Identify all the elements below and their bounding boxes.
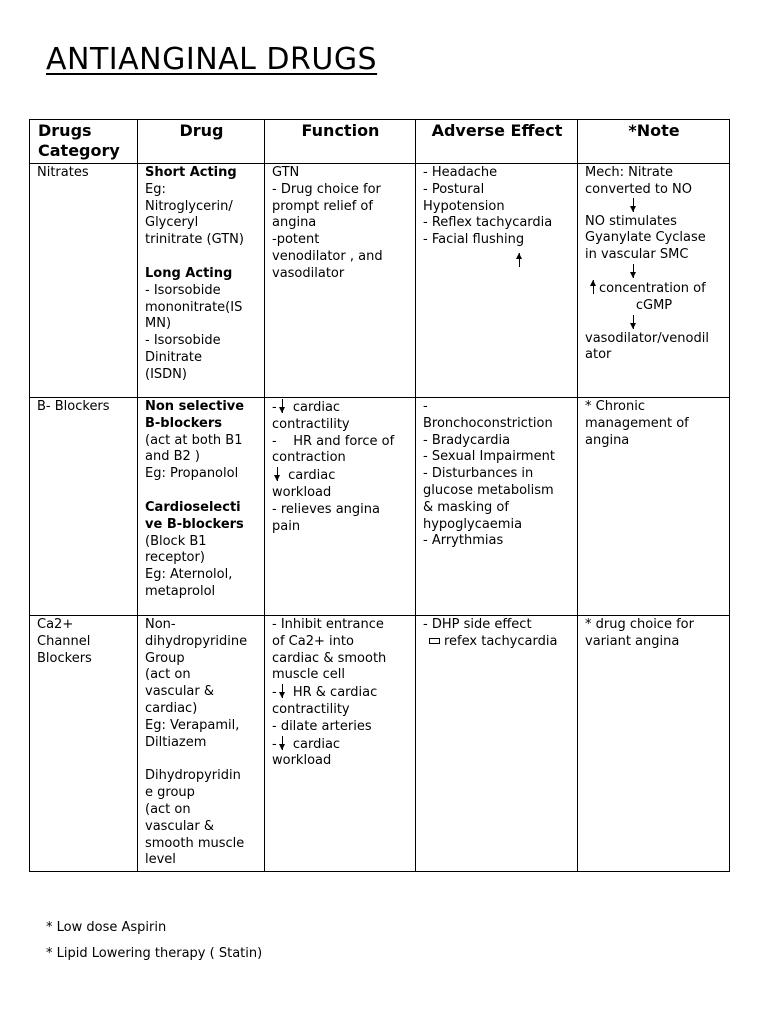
note-line: vasodilator/venodil	[585, 330, 709, 346]
drug-subheading: ve B-blockers	[145, 516, 244, 532]
drug-subheading: Long Acting	[145, 265, 233, 281]
cell-function: - cardiac contractility - HR and force of contraction cardiac workload - relieves angina pain	[265, 398, 416, 616]
header-drug: Drug	[138, 120, 265, 164]
drug-subheading: Short Acting	[145, 165, 237, 180]
equivalent-icon	[429, 638, 440, 644]
drug-line: - Isorsobide	[145, 282, 221, 298]
function-line: - Inhibit entrance	[272, 617, 384, 632]
adverse-line: & masking of	[423, 499, 509, 515]
adverse-line: Hypotension	[423, 198, 505, 214]
header-adverse-effect: Adverse Effect	[416, 120, 578, 164]
drug-line: Group	[145, 650, 185, 666]
drug-line: Eg: Propanolol	[145, 466, 239, 482]
note-line: concentration of	[599, 280, 706, 296]
adverse-line: - Postural	[423, 181, 485, 197]
arrow-down-icon	[278, 399, 288, 413]
function-line: pain	[272, 518, 301, 534]
header-note: *Note	[578, 120, 730, 164]
note-line: * Chronic	[585, 399, 645, 414]
function-line: cardiac	[292, 400, 341, 415]
drug-line: e group	[145, 785, 195, 801]
arrow-down-icon	[273, 467, 283, 481]
function-line: -potent	[272, 232, 320, 248]
note-line: Mech: Nitrate	[585, 165, 673, 180]
table-row-calcium-channel-blockers	[30, 616, 730, 872]
cell-drug	[138, 398, 265, 616]
drug-line: (act on	[145, 801, 191, 817]
category-label: Nitrates	[37, 165, 89, 180]
drug-line: Dinitrate	[145, 349, 202, 365]
note-line: management of	[585, 415, 689, 431]
cell-category	[30, 398, 138, 616]
page-title: ANTIANGINAL DRUGS	[46, 42, 378, 77]
arrow-up-icon	[589, 280, 599, 294]
drug-line: (act at both B1	[145, 432, 243, 448]
adverse-line: - Arrythmias	[423, 533, 504, 549]
category-label: Channel	[37, 633, 91, 649]
drug-line: Eg: Aternolol,	[145, 567, 233, 583]
arrow-down-icon	[278, 736, 288, 750]
function-line: muscle cell	[272, 667, 345, 683]
function-line: HR & cardiac	[292, 685, 378, 701]
function-line: cardiac & smooth	[272, 650, 387, 666]
adverse-line: hypoglycaemia	[423, 516, 523, 532]
adverse-line: - Bradycardia	[423, 432, 511, 448]
cell-category	[30, 164, 138, 398]
function-line: vasodilator	[272, 265, 345, 281]
footnote: * Lipid Lowering therapy ( Statin)	[46, 946, 263, 961]
drug-line: metaprolol	[145, 583, 216, 599]
note-line: in vascular SMC	[585, 247, 689, 263]
function-line: cardiac	[292, 736, 341, 752]
drug-line: (ISDN)	[145, 366, 187, 382]
drug-subheading: B-blockers	[145, 415, 222, 431]
drug-line: (act on	[145, 667, 191, 683]
table-row-nitrates	[30, 164, 730, 398]
drug-line: cardiac)	[145, 700, 198, 716]
note-line: angina	[585, 432, 630, 448]
cell-drug	[138, 616, 265, 872]
drug-line: Nitroglycerin/	[145, 198, 233, 214]
drug-subheading: Cardioselecti	[145, 499, 241, 515]
footnotes	[46, 915, 262, 967]
note-line: variant angina	[585, 633, 680, 649]
note-line: converted to NO	[585, 181, 692, 197]
function-line: - dilate arteries	[272, 718, 372, 734]
drug-subheading: Non selective	[145, 399, 245, 414]
arrow-down-icon	[278, 684, 288, 698]
cell-note	[578, 398, 730, 616]
function-line: workload	[272, 753, 332, 769]
drug-line: mononitrate(IS	[145, 299, 243, 315]
antianginal-drugs-table	[29, 119, 730, 872]
drug-line: smooth muscle	[145, 835, 245, 851]
cell-note	[578, 616, 730, 872]
drug-line: and B2 )	[145, 449, 200, 465]
function-line: contractility	[272, 701, 350, 717]
adverse-line: - Reflex tachycardia	[423, 215, 553, 231]
drug-line: Non-	[145, 617, 176, 632]
drug-line: - Isorsobide	[145, 333, 221, 349]
note-line: Gyanylate Cyclase	[585, 230, 706, 246]
adverse-line: glucose metabolism	[423, 482, 554, 498]
arrow-down-icon	[629, 264, 639, 278]
cell-adverse-effect	[416, 398, 578, 616]
note-line: cGMP	[635, 297, 673, 313]
note-line: NO stimulates	[585, 213, 677, 229]
drug-line: receptor)	[145, 550, 205, 566]
adverse-line: refex tachycardia	[444, 633, 558, 649]
drug-line: level	[145, 852, 176, 868]
category-label: Ca2+	[37, 617, 74, 632]
adverse-line: - Headache	[423, 165, 498, 180]
footnote: * Low dose Aspirin	[46, 920, 167, 935]
function-line: contractility	[272, 416, 350, 432]
drug-line: Eg: Verapamil,	[145, 717, 240, 733]
arrow-down-icon	[629, 315, 639, 329]
cell-category	[30, 616, 138, 872]
header-drugs-category: Drugs Category	[30, 120, 138, 164]
drug-line: trinitrate (GTN)	[145, 232, 244, 248]
function-line: GTN	[272, 165, 300, 180]
category-label: B- Blockers	[37, 399, 110, 414]
cell-function	[265, 164, 416, 398]
table-row-b-blockers	[30, 398, 730, 616]
function-line: prompt relief of	[272, 198, 373, 214]
arrow-down-icon	[629, 198, 639, 212]
drug-line: Diltiazem	[145, 734, 207, 750]
header-function: Function	[265, 120, 416, 164]
note-line: * drug choice for	[585, 617, 694, 632]
function-line: - Drug choice for	[272, 181, 381, 197]
drug-line: MN)	[145, 316, 172, 332]
cell-adverse-effect	[416, 164, 578, 398]
adverse-line: - Disturbances in	[423, 466, 534, 482]
drug-line: Glyceryl	[145, 215, 199, 231]
table-header-row	[30, 120, 730, 164]
drug-line: dihydropyridine	[145, 633, 248, 649]
drug-line: Eg:	[145, 181, 166, 197]
function-line: venodilator , and	[272, 248, 383, 264]
drug-line: vascular &	[145, 818, 215, 834]
note-line: ator	[585, 347, 612, 363]
function-line: contraction	[272, 450, 346, 466]
drug-line: vascular &	[145, 684, 215, 700]
function-line: workload	[272, 484, 332, 500]
cell-note	[578, 164, 730, 398]
function-line: of Ca2+ into	[272, 633, 354, 649]
drug-line: (Block B1	[145, 533, 207, 549]
adverse-line: -	[423, 399, 428, 414]
cell-function: - Inhibit entrance of Ca2+ into cardiac & smooth muscle cell - HR & cardiac contractility - dilate arteries - cardiac workload	[265, 616, 416, 872]
cell-adverse-effect	[416, 616, 578, 872]
cell-drug	[138, 164, 265, 398]
function-line: cardiac	[288, 468, 336, 484]
function-line: HR and force of	[293, 433, 395, 449]
drug-line: Dihydropyridin	[145, 768, 241, 784]
adverse-line: Bronchoconstriction	[423, 415, 553, 431]
function-line: angina	[272, 215, 317, 231]
adverse-line: - Facial flushing	[423, 232, 525, 248]
adverse-line: - DHP side effect	[423, 617, 532, 632]
function-line: - relieves angina	[272, 501, 380, 517]
adverse-line: - Sexual Impairment	[423, 449, 555, 465]
category-label: Blockers	[37, 650, 92, 666]
arrow-up-icon	[515, 253, 525, 267]
